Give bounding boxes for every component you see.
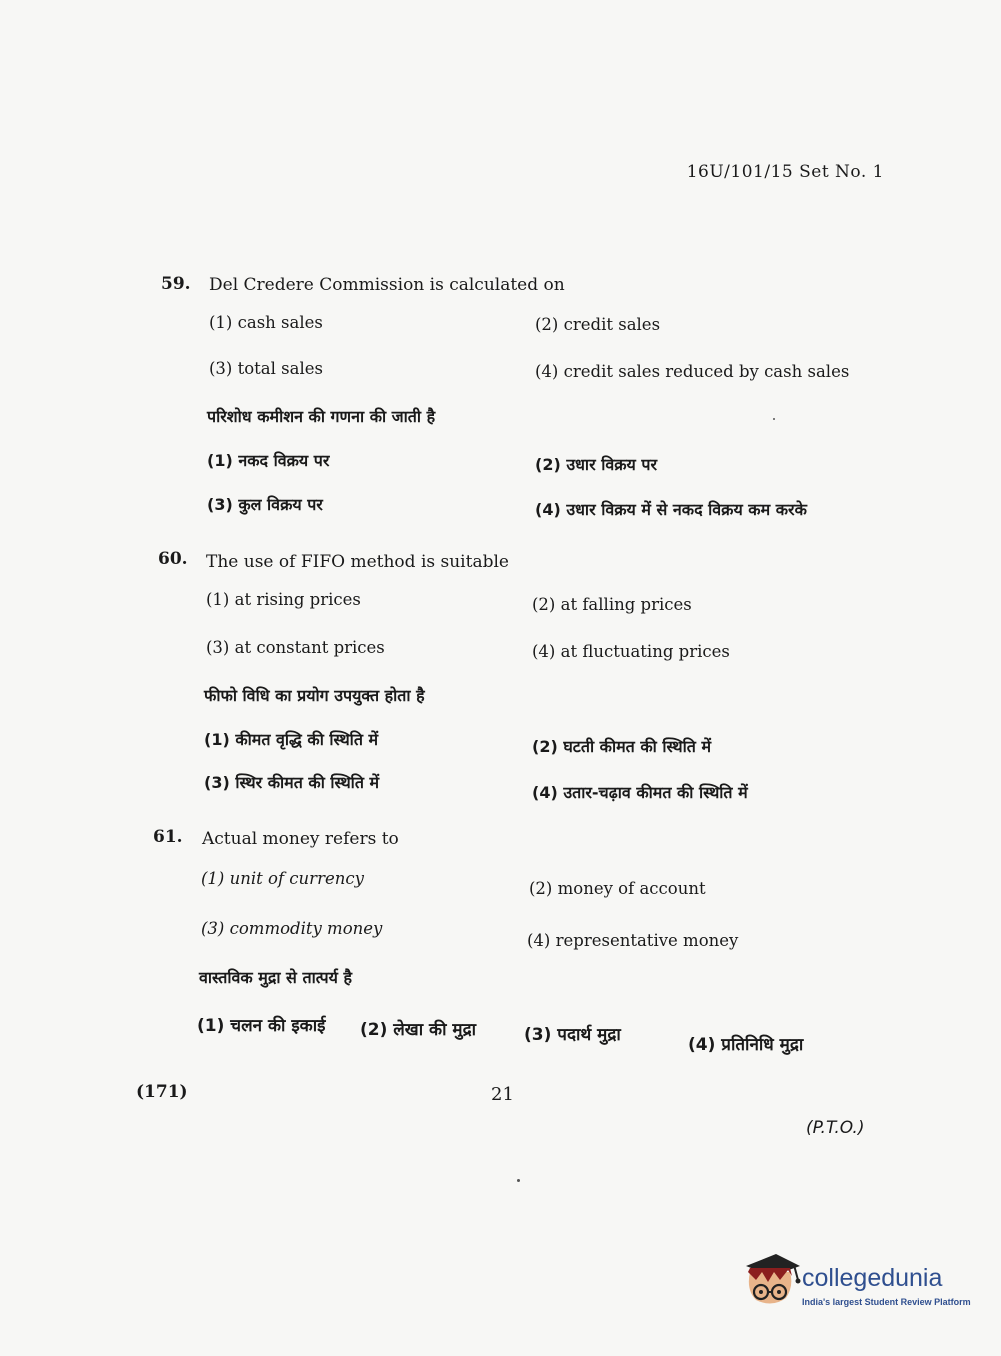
logo-wordmark: collegedunia xyxy=(802,1264,943,1292)
hindi-option: (3) कुल विक्रय पर xyxy=(207,495,323,514)
option: (1) unit of currency xyxy=(201,869,364,888)
option: (2) at falling prices xyxy=(532,595,692,614)
hindi-option: (2) घटती कीमत की स्थिति में xyxy=(532,737,712,756)
hindi-option: (4) प्रतिनिधि मुद्रा xyxy=(688,1035,804,1055)
hindi-option: (1) चलन की इकाई xyxy=(197,1016,326,1036)
question-text: Del Credere Commission is calculated on xyxy=(209,275,565,295)
option: (4) at fluctuating prices xyxy=(532,642,730,661)
option: (1) at rising prices xyxy=(206,590,361,609)
question-text: The use of FIFO method is suitable xyxy=(206,552,509,572)
paper-code: (171) xyxy=(136,1082,188,1102)
option: (2) money of account xyxy=(529,879,706,898)
hindi-option: (1) कीमत वृद्धि की स्थिति में xyxy=(204,730,379,749)
hindi-option: (2) उधार विक्रय पर xyxy=(535,455,658,474)
option: (4) credit sales reduced by cash sales xyxy=(535,362,850,381)
hindi-option: (4) उतार-चढ़ाव कीमत की स्थिति में xyxy=(532,783,748,802)
hindi-question-text: वास्तविक मुद्रा से तात्पर्य है xyxy=(199,968,352,987)
option: (2) credit sales xyxy=(535,315,661,334)
speck xyxy=(517,1179,520,1182)
hindi-option: (2) लेखा की मुद्रा xyxy=(360,1020,477,1040)
question-number: 59. xyxy=(161,274,191,294)
hindi-option: (3) स्थिर कीमत की स्थिति में xyxy=(204,773,380,792)
hindi-option: (4) उधार विक्रय में से नकद विक्रय कम करके xyxy=(535,500,807,519)
question-text: Actual money refers to xyxy=(202,829,399,849)
option: (3) total sales xyxy=(209,359,323,378)
hindi-option: (3) पदार्थ मुद्रा xyxy=(524,1025,621,1045)
pto-label: (P.T.O.) xyxy=(806,1118,865,1138)
option: (4) representative money xyxy=(527,931,739,950)
set-number: 16U/101/15 Set No. 1 xyxy=(686,162,884,182)
option: (3) at constant prices xyxy=(206,638,385,657)
hindi-question-text: परिशोध कमीशन की गणना की जाती है xyxy=(207,407,436,426)
option: (3) commodity money xyxy=(201,919,383,938)
hindi-option: (1) नकद विक्रय पर xyxy=(207,451,330,470)
speck xyxy=(773,418,775,420)
logo-tagline: India's largest Student Review Platform xyxy=(802,1297,971,1307)
question-number: 61. xyxy=(153,827,183,847)
hindi-question-text: फीफो विधि का प्रयोग उपयुक्त होता है xyxy=(204,686,425,705)
student-mascot-icon xyxy=(742,1250,802,1322)
page-number: 21 xyxy=(491,1084,514,1105)
option: (1) cash sales xyxy=(209,313,323,332)
collegedunia-logo xyxy=(742,1250,972,1322)
question-number: 60. xyxy=(158,549,188,569)
